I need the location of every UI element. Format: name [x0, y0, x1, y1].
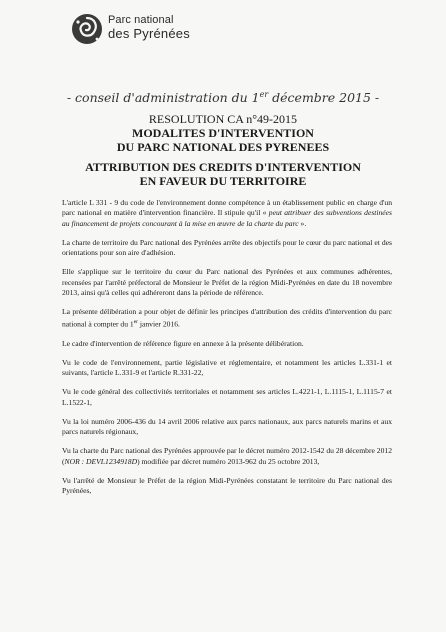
logo-line-2: des Pyrénées [108, 25, 190, 41]
paragraph-9-nor-reference: NOR : DEVL1234918D [64, 456, 138, 466]
paragraph-4-superscript: er [133, 319, 138, 326]
park-logo [70, 12, 210, 48]
logo-line-1: Parc national [108, 14, 174, 26]
spiral-logo-icon [70, 12, 104, 46]
paragraph-1-quote: peut attribuer des subventions destinées au financement de projets concourant à la mise en œuvre de la charte du parc [62, 208, 393, 228]
paragraph-6: Vu le code de l'environnement, partie législative et réglementaire, et notamment les articles L.331-1 et suivants, l'article L.331-9 et l'article R.331-22, [62, 357, 392, 378]
paragraph-1-start: L'article L 331 - 9 du code de l'environnement donne compétence à un établissement public en charge d'un parc national en matière d'intervention financière. Il stipule qu'il « [62, 198, 392, 218]
paragraph-4 [62, 307, 392, 330]
resolution-title-line-2: DU PARC NATIONAL DES PYRENEES [116, 140, 330, 154]
resolution-number: RESOLUTION CA n°49-2015 [148, 112, 298, 126]
paragraph-9-before: Vu la charte du Parc national des Pyrénées approuvée par le décret numéro 2012-1542 du 28 décembre 2012 ( [62, 446, 392, 466]
subject-line-1: ATTRIBUTION DES CREDITS D'INTERVENTION [85, 160, 361, 174]
paragraph-1-end: ». [298, 218, 307, 228]
paragraph-2: La charte de territoire du Parc national des Pyrénées arrête des objectifs pour le cœur du parc national et des orientations pour son aire d'adhésion. [62, 237, 392, 258]
paragraph-5: Le cadre d'intervention de référence figure en annexe à la présente délibération. [62, 338, 304, 348]
council-superscript: er [259, 90, 269, 99]
paragraph-9 [62, 446, 392, 467]
paragraph-7: Vu le code général des collectivités territoriales et notamment ses articles L.4221-1, L.1115-1, L.1115-7 et L.1522-1, [62, 387, 392, 407]
subject-block [0, 160, 446, 188]
paragraph-9-after: ) modifiée par décret numéro 2013-962 du 25 octobre 2013, [137, 456, 320, 466]
council-text-after: décembre 2015 - [268, 90, 380, 106]
resolution-block [0, 112, 446, 154]
council-header [0, 90, 446, 105]
subject-line-2: EN FAVEUR DU TERRITOIRE [139, 174, 307, 188]
paragraph-4-before: La présente délibération a pour objet de définir les principes d'attribution des crédits d'intervention du parc national à compter du 1 [62, 307, 392, 329]
paragraph-8: Vu la loi numéro 2006-436 du 14 avril 2006 relative aux parcs nationaux, aux parcs naturels marins et aux parcs naturels régionaux, [62, 416, 392, 437]
paragraph-3: Elle s'applique sur le territoire du cœur du Parc national des Pyrénées et aux communes adhérentes, recensées par l'arrêté préfectoral de Monsieur le Préfet de la région Midi-Pyrénées en date du 18 novembre 2013, ainsi qu'à celles qui adhéreront dans la période de référence. [62, 267, 392, 298]
resolution-title-line-1: MODALITES D'INTERVENTION [132, 126, 314, 140]
paragraph-10: Vu l'arrêté de Monsieur le Préfet de la région Midi-Pyrénées constatant le territoire du Parc national des Pyrénées, [62, 475, 392, 495]
council-text-before: - conseil d'administration du 1 [66, 90, 260, 106]
logo-text [108, 15, 190, 40]
paragraph-1 [62, 198, 392, 229]
document-body [62, 198, 392, 505]
paragraph-4-after: janvier 2016. [137, 319, 180, 329]
